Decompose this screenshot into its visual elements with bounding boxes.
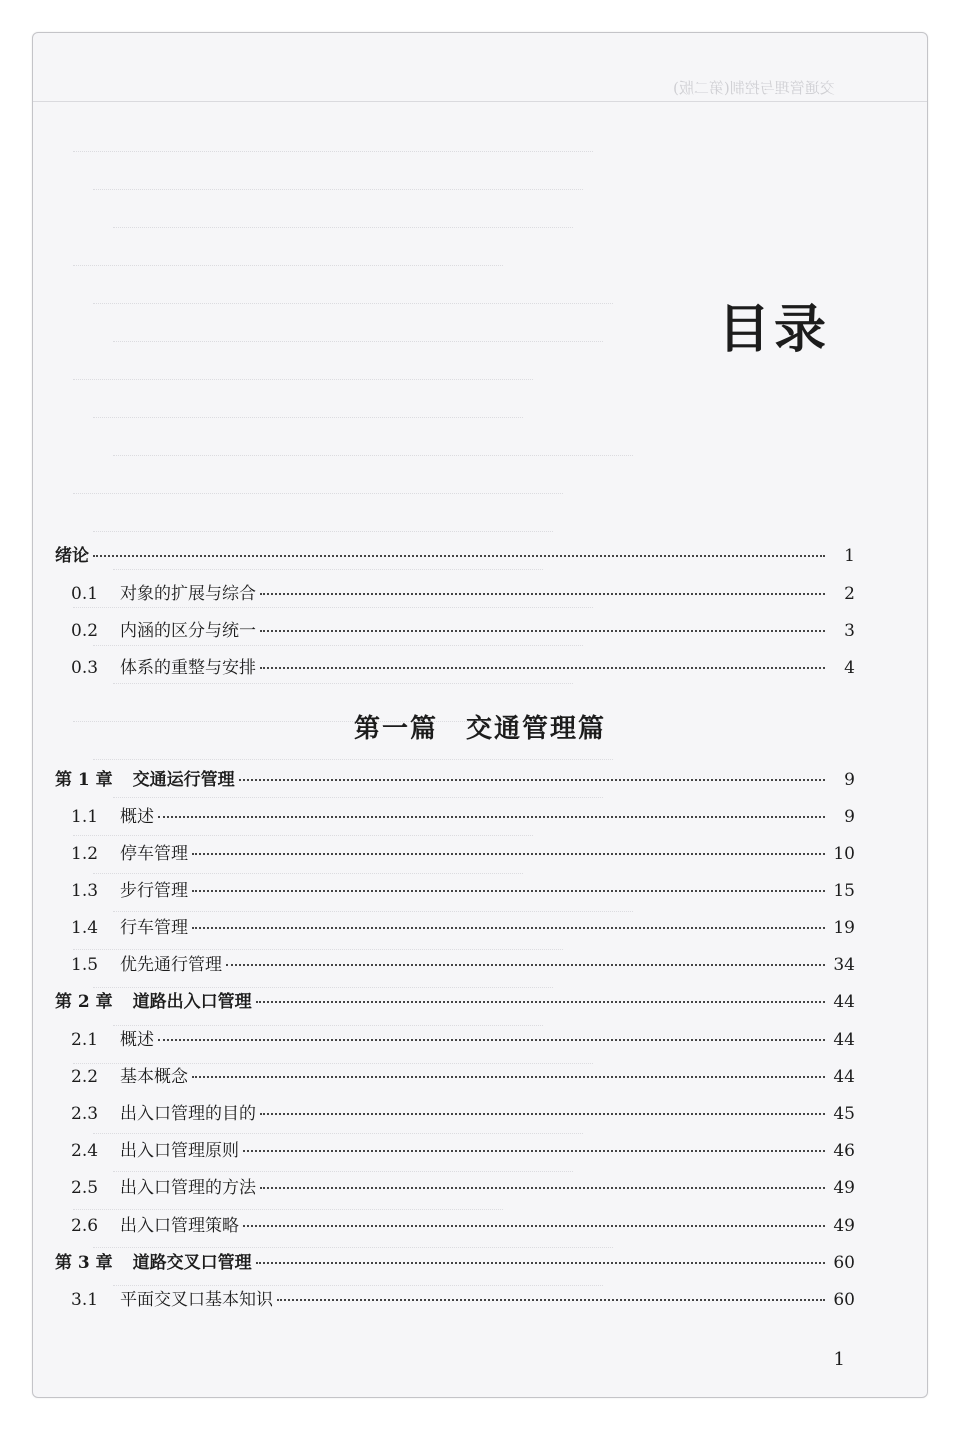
toc-leader-dots — [260, 593, 825, 595]
part-heading: 第一篇 交通管理篇 — [353, 714, 606, 744]
toc-chapter-row[interactable] — [55, 1248, 855, 1274]
toc-page-number: 2 — [844, 584, 855, 604]
toc-page-number: 34 — [833, 955, 855, 975]
toc-entry-title: 内涵的区分与统一 — [120, 621, 257, 641]
toc-entry-number: 2.3 — [71, 1104, 99, 1124]
toc-entry-title: 出入口管理策略 — [120, 1216, 240, 1236]
toc-entry-number: 0.3 — [71, 658, 99, 678]
toc-leader-dots — [243, 1150, 825, 1152]
toc-page-number: 9 — [844, 807, 855, 827]
toc-entry-title: 平面交叉口基本知识 — [120, 1290, 274, 1310]
toc-entry-title: 概述 — [120, 1030, 155, 1050]
toc-section-row[interactable] — [71, 1099, 855, 1125]
toc-page-number: 44 — [833, 992, 855, 1012]
toc-section-row[interactable] — [71, 1062, 855, 1088]
toc-page-number: 10 — [833, 844, 855, 864]
toc-entry-title: 停车管理 — [120, 844, 189, 864]
toc-section-row[interactable] — [71, 913, 855, 939]
toc-entry-title: 交通运行管理 — [132, 770, 235, 790]
toc-entry-number: 第 3 章 — [55, 1253, 113, 1273]
toc-entry-number: 1.4 — [71, 918, 99, 938]
toc-page-number: 60 — [833, 1253, 855, 1273]
toc-entry-number: 2.2 — [71, 1067, 99, 1087]
toc-leader-dots — [93, 555, 825, 557]
toc-entry-number: 1.1 — [71, 807, 99, 827]
toc-section-row[interactable] — [71, 616, 855, 642]
toc-leader-dots — [277, 1299, 825, 1301]
toc-entry-number: 2.4 — [71, 1141, 99, 1161]
toc-section-row[interactable] — [71, 1025, 855, 1051]
toc-chapter-row[interactable] — [55, 765, 855, 791]
toc-leader-dots — [192, 1076, 825, 1078]
toc-leader-dots — [256, 1001, 825, 1003]
toc-entry-number: 2.5 — [71, 1178, 99, 1198]
toc-section-row[interactable] — [71, 1136, 855, 1162]
ghost-running-header: 交通管理与控制(第二版) — [673, 79, 835, 97]
toc-leader-dots — [260, 1187, 825, 1189]
toc-entry-title: 体系的重整与安排 — [120, 658, 257, 678]
toc-section-row[interactable] — [71, 1211, 855, 1237]
toc-entry-number: 2.1 — [71, 1030, 99, 1050]
toc-entry-title: 道路出入口管理 — [132, 992, 252, 1012]
toc-section-row[interactable] — [71, 950, 855, 976]
toc-page-number: 44 — [833, 1067, 855, 1087]
toc-page-number: 1 — [844, 546, 855, 566]
toc-page-number: 49 — [833, 1178, 855, 1198]
toc-entry-number: 第 1 章 — [55, 770, 113, 790]
toc-entry-title: 概述 — [120, 807, 155, 827]
toc-entry-title: 优先通行管理 — [120, 955, 223, 975]
toc-entry-number: 0.2 — [71, 621, 99, 641]
toc-entry-title: 道路交叉口管理 — [132, 1253, 252, 1273]
toc-entry-number: 1.3 — [71, 881, 99, 901]
toc-entry-title: 行车管理 — [120, 918, 189, 938]
toc-entry-title: 步行管理 — [120, 881, 189, 901]
toc-leader-dots — [192, 890, 825, 892]
toc-entry-title: 基本概念 — [120, 1067, 189, 1087]
toc-entry-number: 0.1 — [71, 584, 99, 604]
toc-page-number: 45 — [833, 1104, 855, 1124]
book-page — [32, 32, 928, 1398]
toc-entry-number: 第 2 章 — [55, 992, 113, 1012]
toc-section-row[interactable] — [71, 1285, 855, 1311]
toc-leader-dots — [243, 1225, 825, 1227]
toc-leader-dots — [158, 816, 825, 818]
toc-chapter-row[interactable] — [55, 541, 855, 567]
toc-entry-title: 对象的扩展与综合 — [120, 584, 257, 604]
toc-leader-dots — [158, 1039, 825, 1041]
toc-section-row[interactable] — [71, 802, 855, 828]
toc-page-number: 49 — [833, 1216, 855, 1236]
toc-entry-number: 1.5 — [71, 955, 99, 975]
toc-leader-dots — [260, 667, 825, 669]
toc-title: 目录 — [718, 299, 831, 360]
toc-entry-title: 出入口管理的方法 — [120, 1178, 257, 1198]
toc-entry-title: 绪论 — [55, 546, 89, 566]
toc-leader-dots — [239, 779, 825, 781]
toc-entry-number: 3.1 — [71, 1290, 99, 1310]
toc-entry-title: 出入口管理的目的 — [120, 1104, 257, 1124]
toc-page-number: 9 — [844, 770, 855, 790]
toc-section-row[interactable] — [71, 579, 855, 605]
toc-page-number: 15 — [833, 881, 855, 901]
toc-leader-dots — [192, 927, 825, 929]
toc-page-number: 44 — [833, 1030, 855, 1050]
toc-page-number: 4 — [844, 658, 855, 678]
toc-section-row[interactable] — [71, 876, 855, 902]
toc-chapter-row[interactable] — [55, 987, 855, 1013]
toc-leader-dots — [192, 853, 825, 855]
toc-section-row[interactable] — [71, 1173, 855, 1199]
toc-entry-number: 2.6 — [71, 1216, 99, 1236]
toc-leader-dots — [260, 1113, 825, 1115]
toc-entry-title: 出入口管理原则 — [120, 1141, 240, 1161]
page-number: 1 — [833, 1349, 845, 1370]
toc-page-number: 60 — [833, 1290, 855, 1310]
toc-leader-dots — [256, 1262, 825, 1264]
toc-leader-dots — [260, 630, 825, 632]
toc-leader-dots — [226, 964, 825, 966]
toc-section-row[interactable] — [71, 653, 855, 679]
toc-page-number: 3 — [844, 621, 855, 641]
toc-entry-number: 1.2 — [71, 844, 99, 864]
toc-section-row[interactable] — [71, 839, 855, 865]
toc-page-number: 19 — [833, 918, 855, 938]
toc-page-number: 46 — [833, 1141, 855, 1161]
